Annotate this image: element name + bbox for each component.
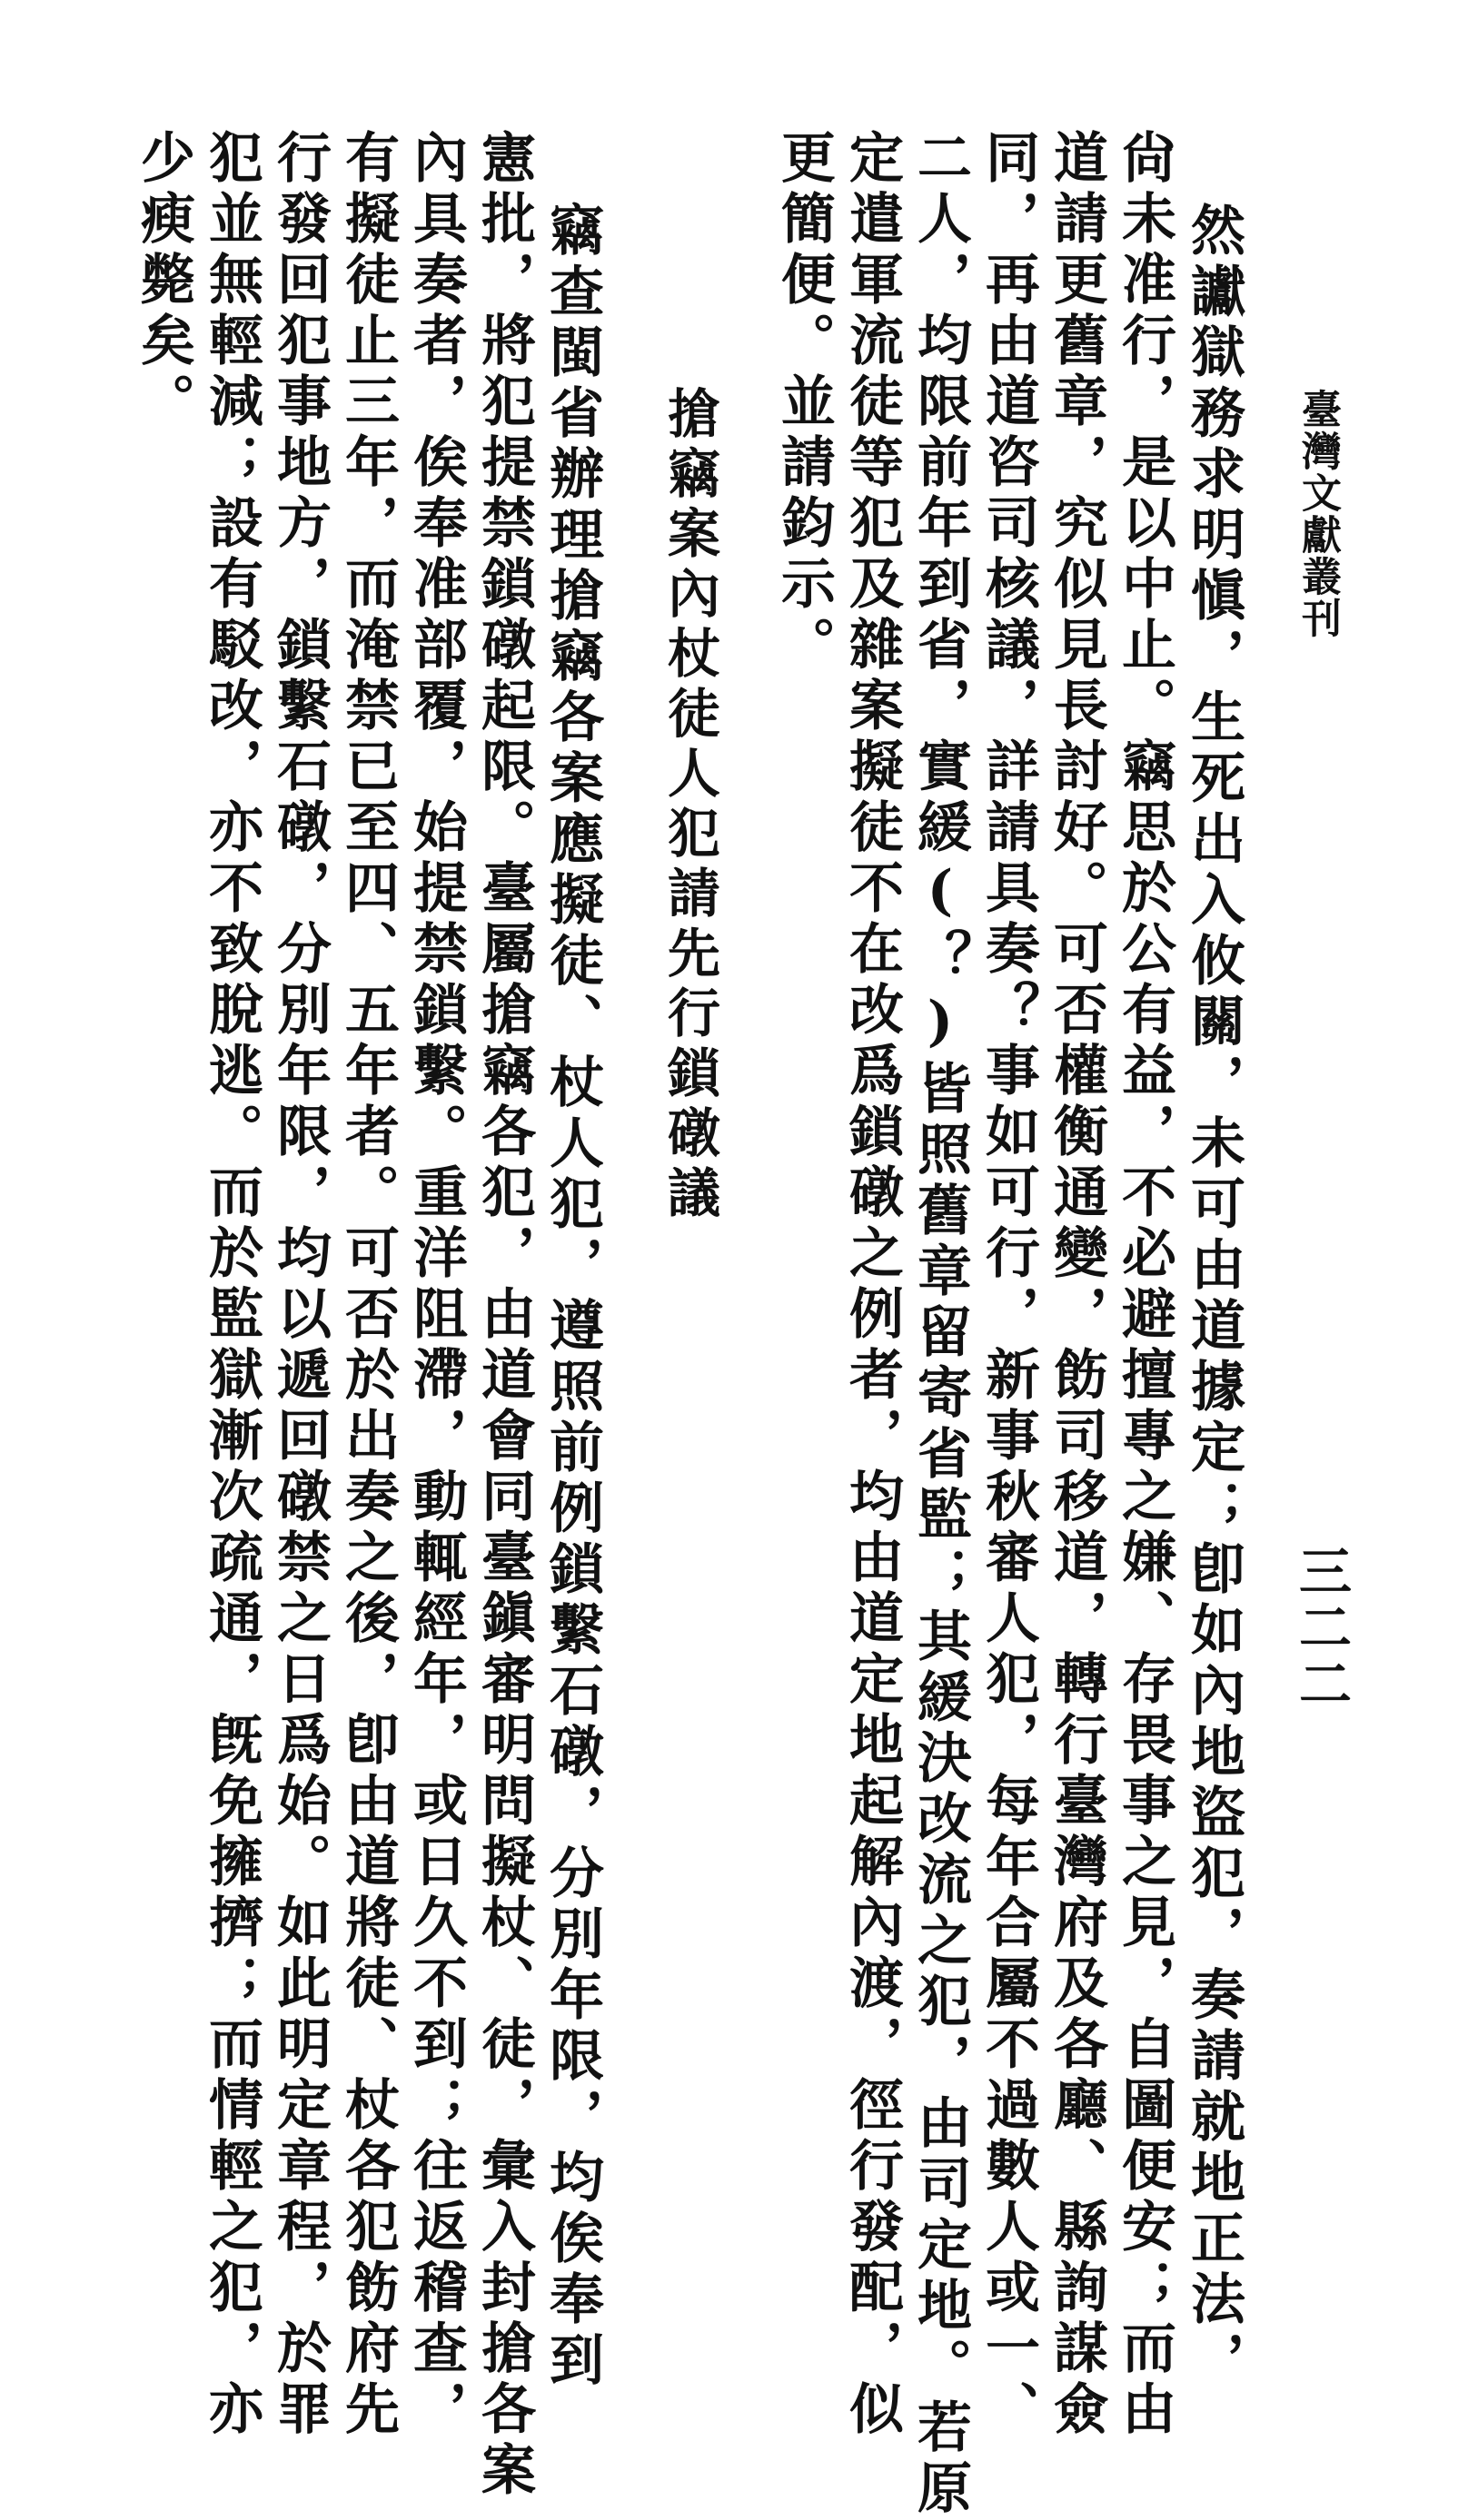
text-column: 少瘐斃矣。 [132, 129, 195, 433]
running-header-title: 臺灣文獻叢刊 [1294, 389, 1341, 639]
text-column: 然讞獄務求明愼，生死出入攸關，未可由道據定；卽如內地盜犯，奏請就地正法， [1182, 202, 1245, 2392]
text-column: 竊查閩省辦理搶竊各案應擬徒、杖人犯，遵照前例鎖繫石礅，分別年限，均俟奉到 [541, 202, 604, 2392]
text-column: 更簡便。並請鈞示。 [772, 129, 836, 677]
text-column: 同，再由道咨司核議，詳請具奏？事如可行，新事秋審人犯，每年合屬不過數人或一、 [977, 129, 1040, 2441]
text-column: 二人，均限前年到省，實緩(？)皆照舊章留寄省監；其緩決改流之犯，由司定地。若原 [908, 129, 972, 2520]
text-column: 有擬徒止三年，而淹禁已至四、五年者。可否於出奏之後，卽由道將徒、杖各犯飭府先 [336, 129, 400, 2441]
text-column: 行發回犯事地方，鎖繫石礅，分別年限，均以遞回礅禁之日爲始。如此明定章程，於罪 [268, 129, 332, 2441]
text-column: 憲批，將犯提禁鎖礅起限。臺屬搶竊各犯，由道會同臺鎭審明問擬杖、徒，彙入封搶各案 [472, 129, 536, 2502]
text-column: 道請更舊章，究似見長討好。可否權衡通變，飭司移道，轉行臺灣府及各廳、縣詢謀僉 [1045, 129, 1108, 2441]
text-column: 犯並無輕減；設有駁改，亦不致脫逃。而於監獄漸次疏通，旣免擁擠；而情輕之犯，亦 [200, 129, 263, 2441]
section-heading: 搶竊案內杖徒人犯請先行鎖礅議 [659, 386, 720, 1225]
page-number: 三二二 [1290, 1544, 1352, 1713]
text-column: 尙未准行，是以中止。竊思於公有益，不必避擅專之嫌、存畏事之見，自圖便安；而由 [1113, 129, 1176, 2441]
text-column: 內具奏者，俟奉准部覆，始提禁鎖繫。重洋阻滯，動輒經年，或日久不到；往返稽查， [404, 129, 468, 2441]
text-column: 定遣軍流徒等犯及雜案擬徒不在改爲鎖礅之例者，均由道定地起解內渡，徑行發配，似 [840, 129, 904, 2441]
